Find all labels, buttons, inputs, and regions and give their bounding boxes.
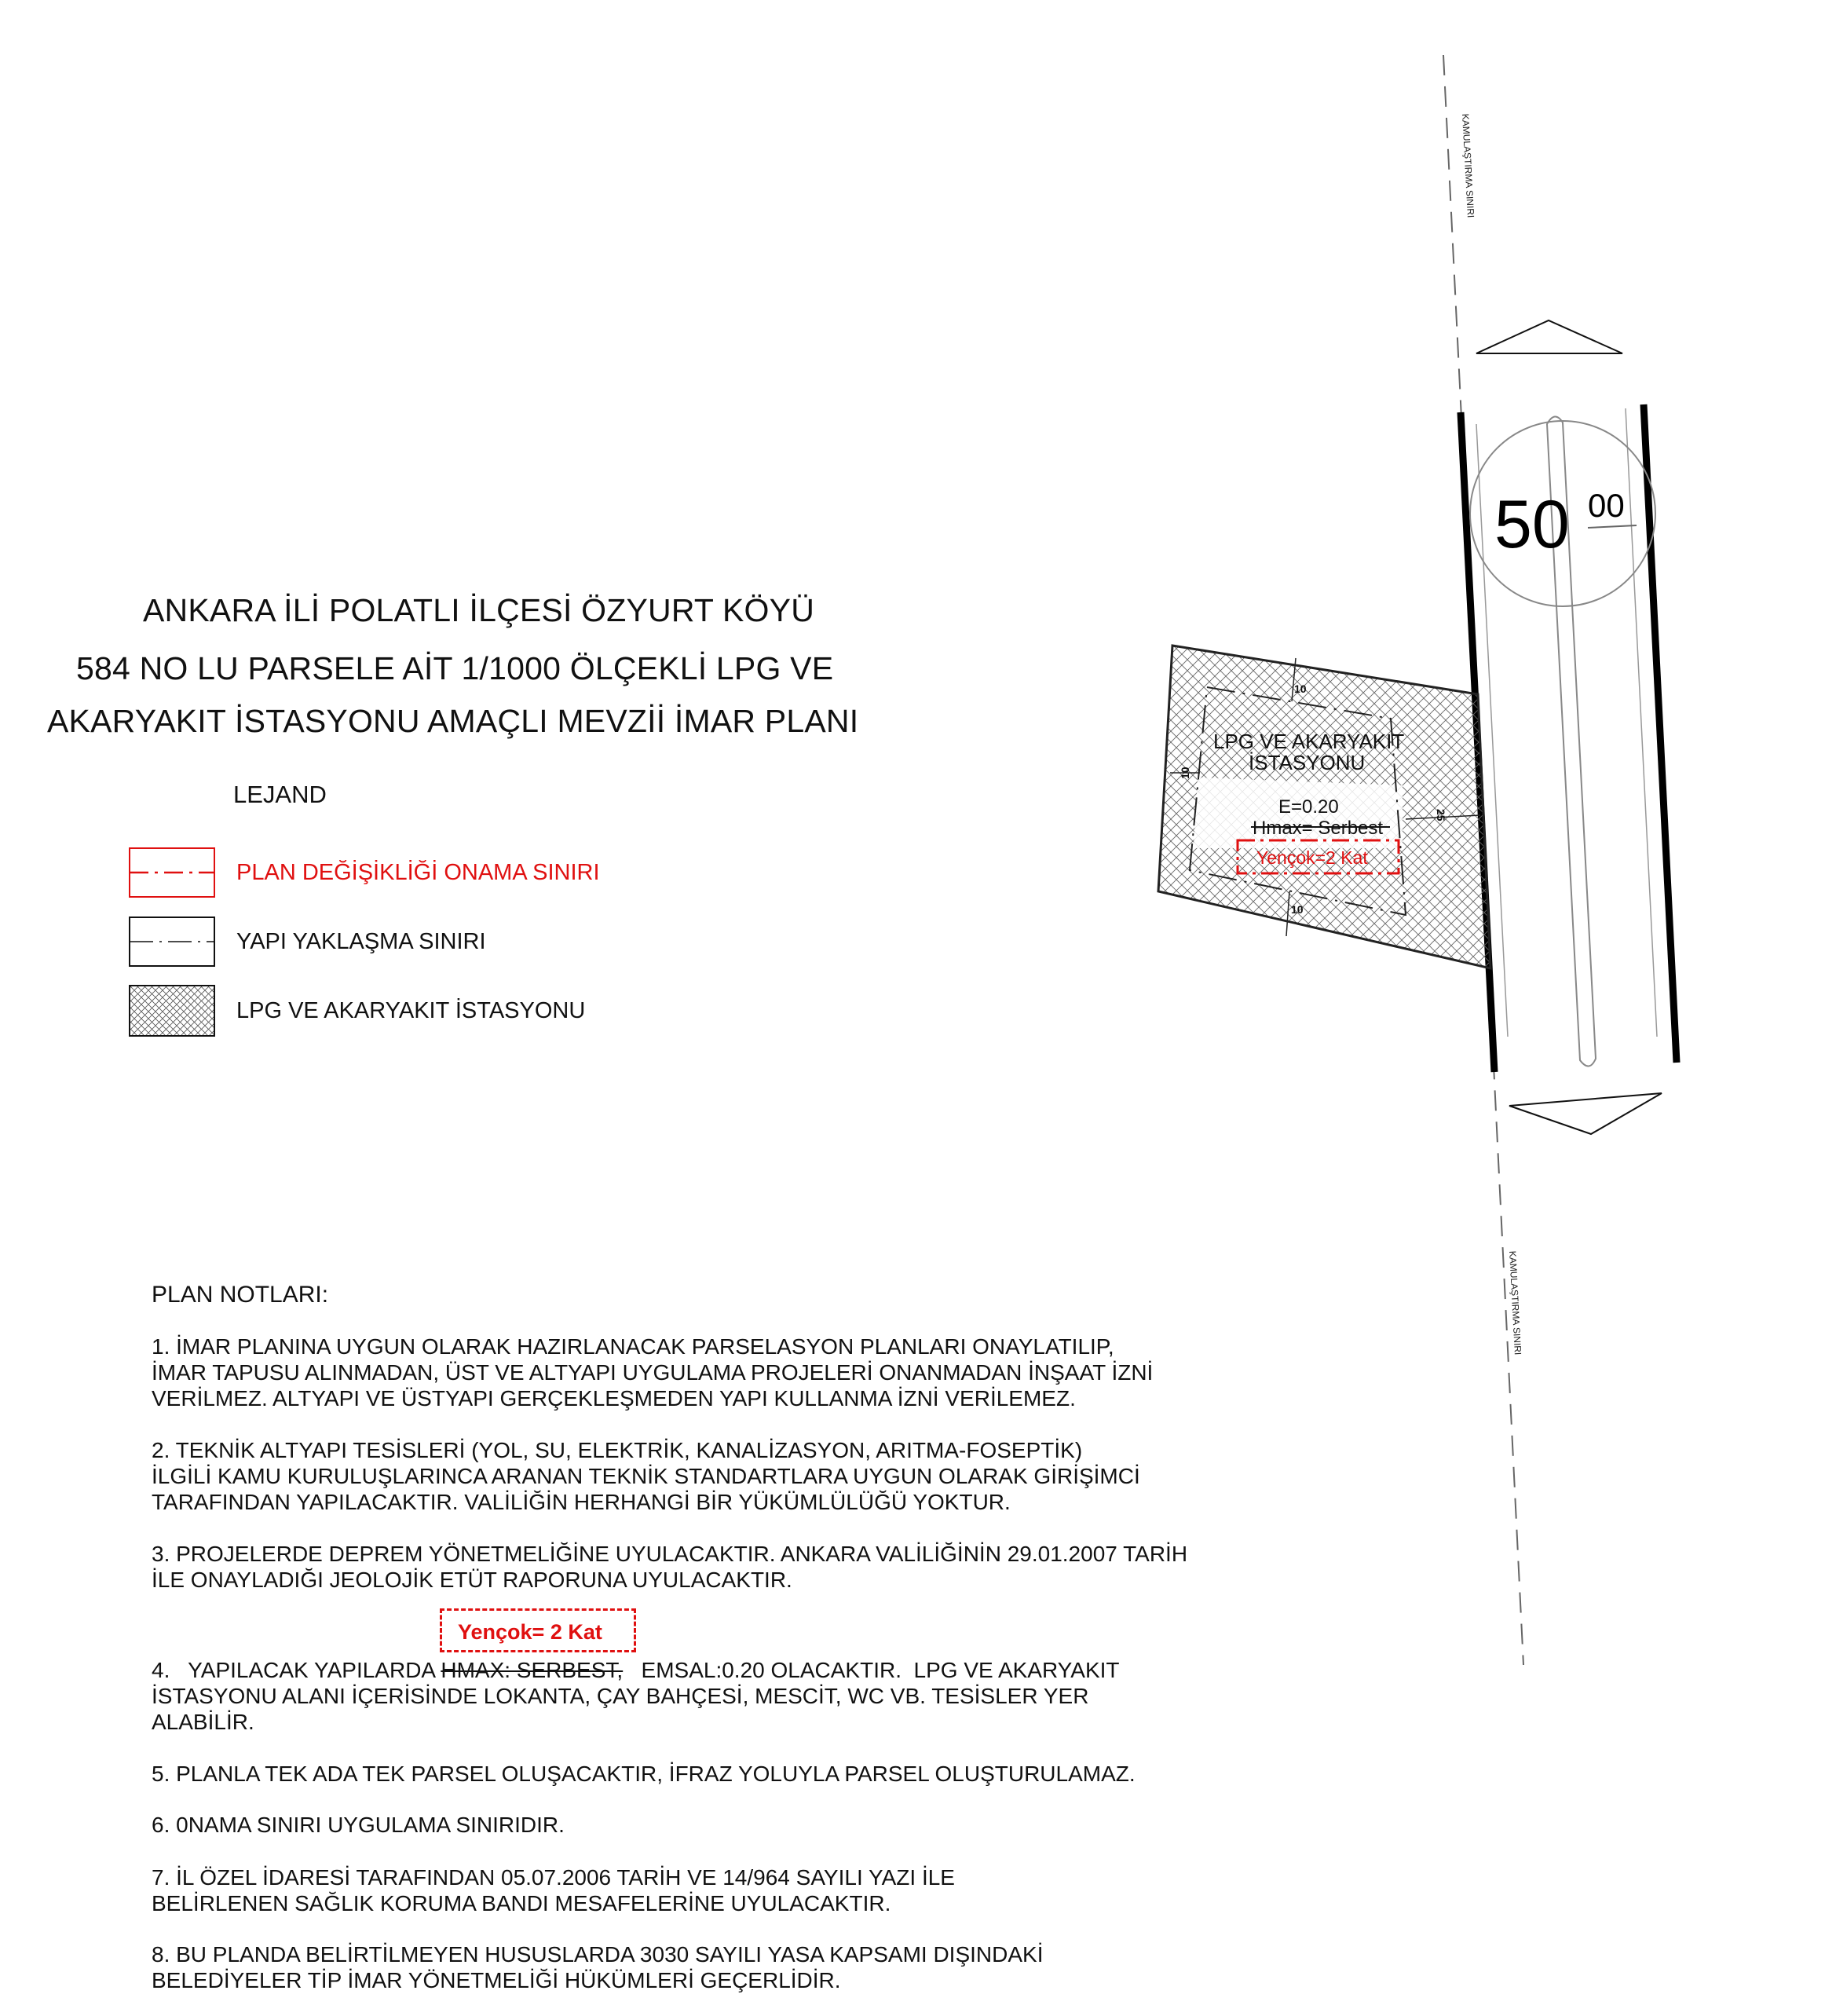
- plan-note-6: 6. 0NAMA SINIRI UYGULAMA SINIRIDIR.: [152, 1813, 565, 1837]
- parcel-use-line1: LPG VE AKARYAKIT: [1213, 730, 1405, 753]
- note-4-change-box: [440, 1608, 636, 1652]
- plan-note-3: [152, 1541, 1187, 1593]
- plan-note-line: 2. TEKNİK ALTYAPI TESİSLERİ (YOL, SU, ELEKTRİK, KANALİZASYON, ARITMA-FOSEPTİK): [152, 1438, 1083, 1462]
- plan-note-line: İLGİLİ KAMU KURULUŞLARINCA ARANAN TEKNİK STANDARTLARA UYGUN OLARAK GİRİŞİMCİ: [152, 1464, 1140, 1488]
- plan-note-line: BELEDİYELER TİP İMAR YÖNETMELİĞİ HÜKÜMLERİ GEÇERLİDİR.: [152, 1968, 841, 1992]
- parcel-hmax: Hmax= Serbest: [1253, 818, 1384, 839]
- title-line-1: ANKARA İLİ POLATLI İLÇESİ ÖZYURT KÖYÜ: [143, 592, 815, 628]
- plan-note-line: 8. BU PLANDA BELİRTİLMEYEN HUSUSLARDA 3030 SAYILI YASA KAPSAMI DIŞINDAKİ: [152, 1942, 1044, 1967]
- expropriation-label-top: KAMULAŞTIRMA SINIRI: [1460, 113, 1476, 218]
- setback-road-value: 25: [1435, 809, 1447, 821]
- road-direction-arrow-top: [1476, 320, 1622, 353]
- plan-note-line: TARAFINDAN YAPILACAKTIR. VALİLİĞİN HERHANGİ BİR YÜKÜMLÜLÜĞÜ YOKTUR.: [152, 1490, 1011, 1514]
- plan-note-1: [152, 1334, 1153, 1411]
- title-line-2: 584 NO LU PARSELE AİT 1/1000 ÖLÇEKLİ LPG VE: [76, 650, 834, 686]
- road-edge-right: [1644, 404, 1677, 1063]
- parcel-use-line2: İSTASYONU: [1249, 751, 1366, 774]
- plan-note-2: [152, 1437, 1140, 1515]
- plan-note-line: VERİLMEZ. ALTYAPI VE ÜSTYAPI GERÇEKLEŞMEDEN YAPI KULLANMA İZNİ VERİLEMEZ.: [152, 1386, 1076, 1410]
- setback-left-value: 10: [1179, 767, 1191, 779]
- expropriation-label-bottom: KAMULAŞTIRMA SINIRI: [1507, 1250, 1523, 1356]
- note-4-change-text: Yençok= 2 Kat: [458, 1620, 602, 1644]
- road-width-underline: [1588, 525, 1637, 528]
- plan-note-line: BELİRLENEN SAĞLIK KORUMA BANDI MESAFELERİNE UYULACAKTIR.: [152, 1891, 891, 1915]
- road-width-value: 50: [1494, 487, 1570, 562]
- plan-note-line: 3. PROJELERDE DEPREM YÖNETMELİĞİNE UYULACAKTIR. ANKARA VALİLİĞİNİN 29.01.2007 TARİH: [152, 1542, 1188, 1566]
- plan-note-line: 7. İL ÖZEL İDARESİ TARAFINDAN 05.07.2006 TARİH VE 14/964 SAYILI YAZI İLE: [152, 1865, 955, 1890]
- legend-heading: LEJAND: [233, 781, 327, 808]
- plan-note-line: İSTASYONU ALANI İÇERİSİNDE LOKANTA, ÇAY BAHÇESİ, MESCİT, WC VB. TESİSLER YER: [152, 1684, 1089, 1708]
- plan-note-line: İLE ONAYLADIĞI JEOLOJİK ETÜT RAPORUNA UYULACAKTIR.: [152, 1568, 792, 1592]
- plan-note-line: ALABİLİR.: [152, 1710, 254, 1734]
- plan-note-8: [152, 1941, 1044, 1993]
- road-width-sup: 00: [1588, 487, 1625, 524]
- plan-notes-heading: PLAN NOTLARI:: [152, 1282, 329, 1308]
- setback-top-value: 10: [1294, 682, 1307, 695]
- parcel-yencok: Yençok=2 Kat: [1256, 847, 1368, 868]
- plan-note-7: [152, 1864, 955, 1916]
- plan-note-5: 5. PLANLA TEK ADA TEK PARSEL OLUŞACAKTIR, İFRAZ YOLUYLA PARSEL OLUŞTURULAMAZ.: [152, 1762, 1136, 1786]
- legend-label-setback-line: YAPI YAKLAŞMA SINIRI: [236, 929, 486, 954]
- parcel-emsal: E=0.20: [1278, 796, 1339, 818]
- plan-note-4-struck: HMAX: SERBEST,: [441, 1658, 624, 1682]
- title-line-3: AKARYAKIT İSTASYONU AMAÇLI MEVZİİ İMAR PLANI: [47, 703, 859, 739]
- plan-note-line: 1. İMAR PLANINA UYGUN OLARAK HAZIRLANACAK PARSELASYON PLANLARI ONAYLATILIP,: [152, 1334, 1114, 1359]
- road-direction-arrow-bottom: [1509, 1093, 1662, 1134]
- plan-note-4: [152, 1657, 1120, 1735]
- road-lane-line: [1626, 408, 1657, 1037]
- plan-note-4-suffix: EMSAL:0.20 OLACAKTIR. LPG VE AKARYAKIT: [623, 1658, 1120, 1682]
- setback-bottom-value: 10: [1291, 903, 1304, 916]
- plan-note-4-prefix: 4. YAPILACAK YAPILARDA: [152, 1658, 441, 1682]
- legend-label-lpg-station: LPG VE AKARYAKIT İSTASYONU: [236, 998, 586, 1023]
- plan-note-line: İMAR TAPUSU ALINMADAN, ÜST VE ALTYAPI UYGULAMA PROJELERİ ONANMADAN İNŞAAT İZNİ: [152, 1360, 1154, 1385]
- legend-label-approval-boundary: PLAN DEĞİŞİKLİĞİ ONAMA SINIRI: [236, 860, 600, 885]
